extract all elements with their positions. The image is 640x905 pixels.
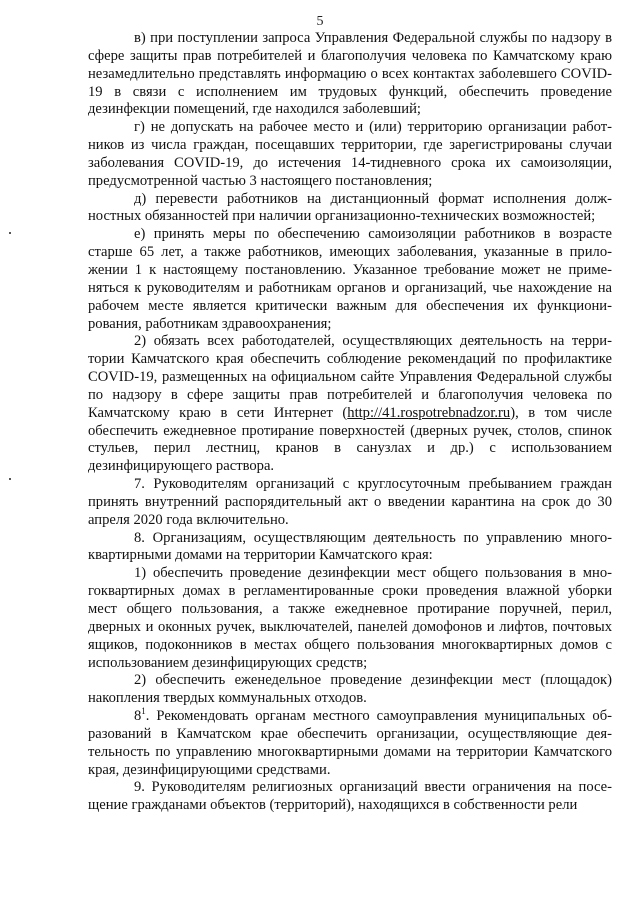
superscript: 1 xyxy=(141,706,146,717)
paragraph-text: . Рекомендовать органам местного самоуправления муниципальных образований в Камчатском крае обеспечить организации, осуществляющие деятельность по управлению многоквартирными домами на территории Камчатского края, дезинфицирующими средствами. xyxy=(88,708,612,778)
paragraph-3g: г) не допускать на рабочее место и (или) территорию организации работников из числа граждан, посещавших территории, где зарегистрированы случаи заболевания COVID-19, до истечения 14-тидневного срока их самоизоляции, предусмотренной частью 3 настоящего постановления; xyxy=(88,119,612,189)
paragraph-8: 8. Организациям, осуществляющим деятельность по управлению многоквартирными домами на территории Камчатского края: xyxy=(88,529,612,564)
paragraph-6-2 xyxy=(88,333,612,476)
paragraph-9: 9. Руководителям религиозных организаций ввести ограничения на посещение гражданами объектов (территорий), находящихся в собственности рели xyxy=(88,779,612,814)
paragraph-text: 2) обязать всех работодателей, осуществляющих деятельность на территории Камчатского края обеспечить соблюдение рекомендаций по профилактике COVID-19, размещенных на официальном сайте Управления Федеральной службы по надзору в сфере защиты прав потребителей и благополучия человека по Камчатскому краю в сети Интернет ( xyxy=(88,333,612,421)
margin-mark xyxy=(9,478,11,480)
paragraph-3d: д) перевести работников на дистанционный формат исполнения должностных обязанностей при наличии организационно-технических возможностей; xyxy=(88,190,612,225)
document-body xyxy=(88,30,612,815)
rospotrebnadzor-link[interactable]: http://41.rospotrebnadzor.ru xyxy=(347,404,511,421)
paragraph-3e: е) принять меры по обеспечению самоизоляции работников в возрасте старше 65 лет, а также работников, имеющих заболевания, указанные в приложении 1 к настоящему постановлению. Указанное требование может не применяться к руководителям и работникам органов и организаций, чье нахождение на рабочем месте является критически важным для обеспечения их функционирования, работникам здравоохранения; xyxy=(88,226,612,332)
paragraph-8-1: 1) обеспечить проведение дезинфекции мест общего пользования в многоквартирных домах в регламентированные сроки проведения влажной уборки мест общего пользования, а также ежедневное протирание поручней, перил, дверных и оконных ручек, выключателей, панелей домофонов и лифтов, почтовых ящиков, подоконников в местах общего пользования многоквартирных домов с использованием дезинфицирующих средств; xyxy=(88,565,612,671)
margin-mark xyxy=(9,232,11,234)
paragraph-3v: в) при поступлении запроса Управления Федеральной службы по надзору в сфере защиты прав потребителей и благополучия человека по Камчатскому краю незамедлительно представлять информацию о всех контактах заболевшего COVID-19 в связи с исполнением им трудовых функций, обеспечить проведение дезинфекции помещений, где находился заболевший; xyxy=(88,30,612,118)
paragraph-8-sup-1 xyxy=(88,708,612,779)
paragraph-text: ), в том числе обеспечить ежедневное протирание поверхностей (дверных ручек, столов, спинок стульев, перил лестниц, кранов в санузлах и др.) с использованием дезинфицирующего раствора. xyxy=(88,404,613,475)
page-number: 5 xyxy=(316,14,324,29)
paragraph-number: 8 xyxy=(134,708,142,725)
paragraph-7: 7. Руководителям организаций с круглосуточным пребыванием граждан принять внутренний распорядительный акт о введении карантина на срок до 30 апреля 2020 года включительно. xyxy=(88,476,612,528)
paragraph-8-2: 2) обеспечить еженедельное проведение дезинфекции мест (площадок) накопления твердых коммунальных отходов. xyxy=(88,672,612,707)
